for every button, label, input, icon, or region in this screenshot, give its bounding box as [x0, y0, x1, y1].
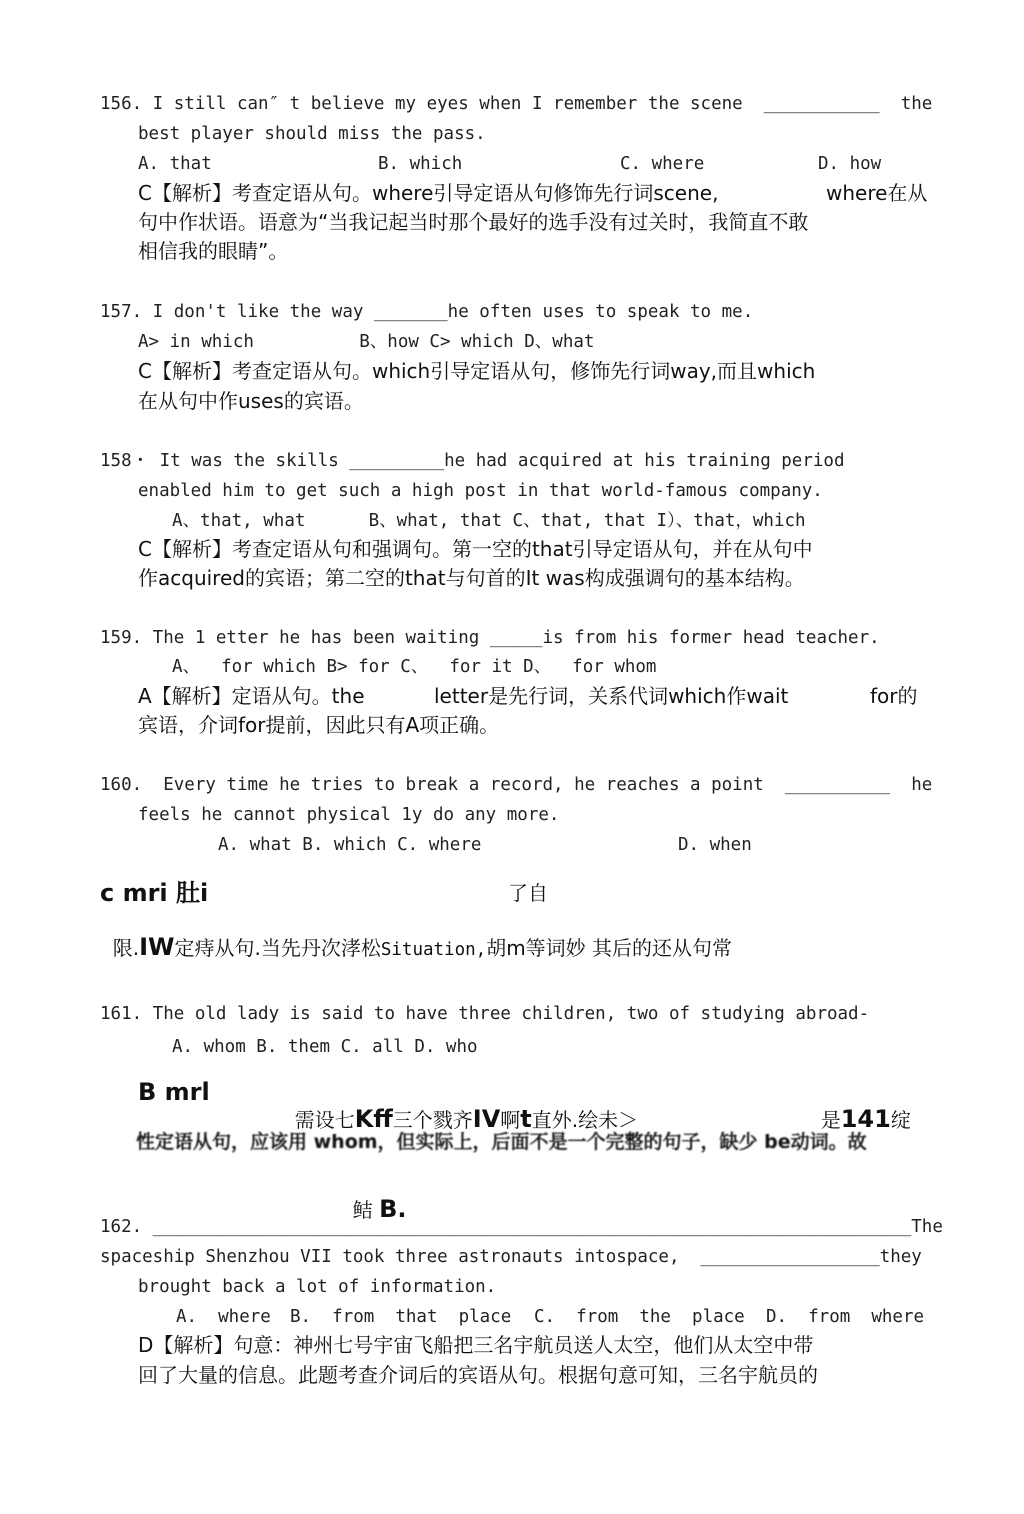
garble-part-5: 啊 — [500, 1108, 521, 1132]
q160-ocr-garble-line2 — [100, 908, 732, 961]
q162-option-d: D. from where — [766, 1307, 925, 1327]
garble-part-1: 限. — [112, 936, 140, 960]
q159-explanation-line1-b: letter是先行词，关系代词which作wait — [434, 684, 789, 708]
q156-option-c: C. where — [620, 154, 705, 174]
garble-part-4: IV — [472, 1105, 501, 1133]
garble-part-3: 三个戮齐 — [392, 1108, 473, 1132]
q160-ocr-garble-line1-right: 了自 — [508, 881, 548, 905]
garble-part-4: Situation, — [380, 940, 487, 960]
q160-stem-line2: feels he cannot physical 1y do any more. — [138, 805, 560, 825]
q156-option-a: A. that — [138, 154, 212, 174]
q162-option-b: B. from that place — [290, 1307, 512, 1327]
garble-part-2: Kff — [354, 1105, 393, 1133]
garble-part-12: B. — [379, 1195, 407, 1223]
q157-explanation-line2: 在从句中作uses的宾语。 — [138, 389, 364, 413]
q157-options: A> in which B、how C> which D、what — [138, 332, 595, 352]
q162-option-c: C. from the place — [534, 1307, 745, 1327]
q161-options: A. whom B. them C. all D. who — [172, 1037, 478, 1057]
q161-stem: 161. The old lady is said to have three children, two of studying abroad- — [100, 1004, 870, 1024]
q160-ocr-garble-line1: c mri 肚i — [100, 879, 209, 907]
q160-stem-line1: 160. Every time he tries to break a record, he reaches a point __________ he — [100, 775, 933, 795]
q161-blurred-explanation: 性定语从句，应该用 whom，但实际上，后面不是一个完整的句子，缺少 be动词。故 — [136, 1131, 867, 1153]
garble-part-3: 定痔从句.当先丹次涍松 — [174, 936, 381, 960]
q162-stem-line2: spaceship Shenzhou VII took three astronauts intospace, _________________they — [100, 1247, 922, 1267]
garble-part-8: 是 — [820, 1108, 841, 1132]
q156-explanation-line1: C【解析】考查定语从句。where引导定语从句修饰先行词scene, — [138, 181, 719, 205]
q162-explanation-line1: D【解析】句意：神州七号宇宙飞船把三名宇航员送人太空，他们从太空中带 — [138, 1333, 814, 1357]
q162-stem-line3: brought back a lot of information. — [138, 1277, 497, 1297]
garble-part-9: 141 — [840, 1105, 891, 1133]
garble-part-10: 绽 — [890, 1108, 911, 1132]
q157-stem: 157. I don't like the way _______he often uses to speak to me. — [100, 302, 754, 322]
q158-stem-line2: enabled him to get such a high post in that world-famous company. — [138, 481, 823, 501]
garble-part-2: IW — [139, 933, 175, 961]
q162-explanation-line2: 回了大量的信息。此题考查介词后的宾语从句。根据句意可知，三名宇航员的 — [138, 1363, 818, 1387]
q162-option-a: A. where — [176, 1307, 271, 1327]
garble-part-7: 直外.绘未＞ — [531, 1108, 639, 1132]
q158-stem-line1: 158・ It was the skills _________he had acquired at his training period — [100, 451, 845, 471]
q159-stem: 159. The 1 etter he has been waiting _____is from his former head teacher. — [100, 628, 880, 648]
garble-part-6: t — [520, 1105, 532, 1133]
garble-part-1: 需设七 — [294, 1108, 355, 1132]
q160-option-d: D. when — [678, 835, 752, 855]
q156-explanation-line1-end: where在从 — [826, 181, 928, 205]
q158-options: A、that, what B、what, that C、that, that I）、that，which — [172, 511, 806, 531]
q162-stem-line1: 162. ________________________________________________________________________The — [100, 1217, 943, 1237]
q161-ocr-garble-line1-right — [808, 1080, 911, 1133]
q156-explanation-line2: 句中作状语。语意为“当我记起当时那个最好的选手没有过关时，我简直不敢 — [138, 210, 809, 234]
q156-stem-line1: 156. I still can″ t believe my eyes when I remember the scene ___________ the — [100, 94, 933, 114]
q156-option-b: B. which — [378, 154, 463, 174]
q160-options-abc: A. what B. which C. where — [218, 835, 482, 855]
q156-stem-line2: best player should miss the pass. — [138, 124, 486, 144]
q158-explanation-line2: 作acquired的宾语；第二空的that与句首的It was构成强调句的基本结构。 — [138, 566, 805, 590]
q156-option-d: D. how — [818, 154, 882, 174]
garble-part-11: 鲒 — [352, 1198, 373, 1222]
q161-ocr-garble-answer: B mrl — [138, 1078, 210, 1106]
q161-ocr-garble-line1 — [282, 1080, 638, 1133]
q159-explanation-line2: 宾语，介词for提前，因此只有A项正确。 — [138, 713, 500, 737]
q159-options: A、 for which B> for C、 for it D、 for whom — [172, 657, 657, 677]
garble-part-5: 胡m等词妙 其后的还从句常 — [486, 936, 733, 960]
q159-explanation-line1-a: A【解析】定语从句。the — [138, 684, 365, 708]
q156-explanation-line3: 相信我的眼睛”。 — [138, 239, 289, 263]
q158-explanation-line1: C【解析】考查定语从句和强调句。第一空的that引导定语从句，并在从句中 — [138, 537, 813, 561]
q157-explanation-line1: C【解析】考查定语从句。which引导定语从句，修饰先行词way,而且which — [138, 359, 816, 383]
q159-explanation-line1-c: for的 — [870, 684, 918, 708]
